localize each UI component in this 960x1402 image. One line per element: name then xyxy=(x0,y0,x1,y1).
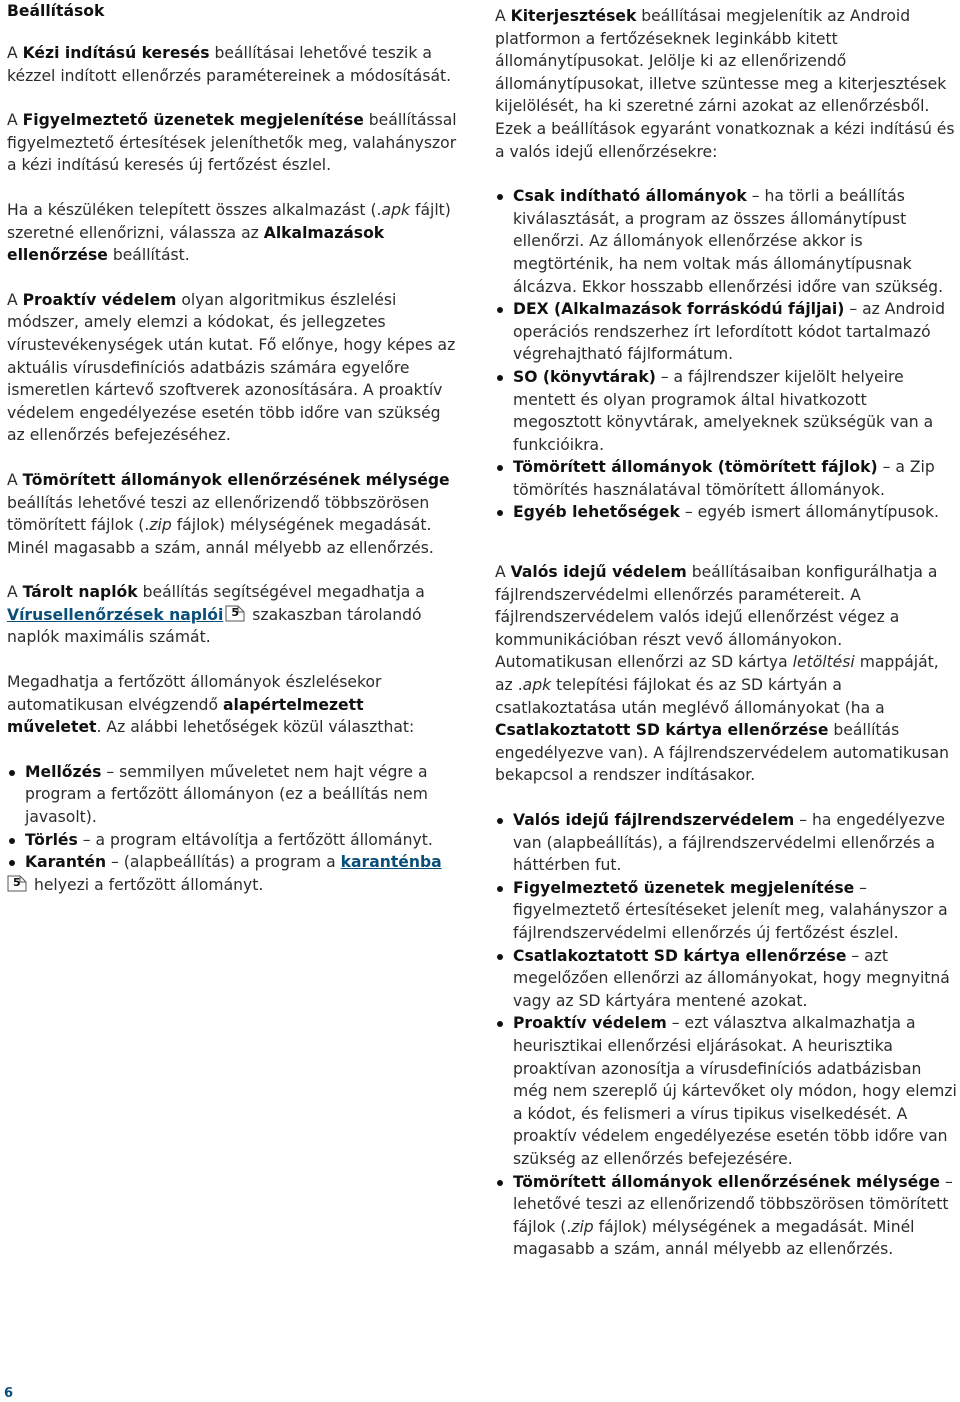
paragraph-warning-messages: A Figyelmeztető üzenetek megjelenítése beállítással figyelmeztető értesítések jeleníthetők meg, valahányszor a kézi indítású keresés új fertőzést észlel. xyxy=(7,111,457,175)
right-column xyxy=(495,0,957,1261)
paragraph-apk-check: Ha a készüléken telepített összes alkalmazást (.apk fájlt) szeretné ellenőrizni, válassza az Alkalmazások ellenőrzése beállítást. xyxy=(7,200,451,265)
paragraph-extensions: A Kiterjesztések beállításai megjelenítik az Android platformon a fertőzéseknek leginkább kitett állománytípusokat. Jelölje ki az ellenőrizendő állománytípusokat, illetve szüntesse meg a kiterjesztések kijelölését, ha ki szeretné zárni azokat az ellenőrzésből. Ezek a beállítások egyaránt vonatkoznak a kézi indítású és a valós idejű ellenőrzésekre: xyxy=(495,7,955,161)
list-item: DEX (Alkalmazások forráskódú fájljai) – az Android operációs rendszerhez írt lefordított kódot tartalmazó végrehajtható fájlformátum. xyxy=(495,298,957,366)
list-item: SO (könyvtárak) – a fájlrendszer kijelölt helyeire mentett és olyan programok által hivatkozott megosztott könyvtárak, amelyeknek szükségük van a funkcióikra. xyxy=(495,366,957,456)
page-reference-icon[interactable]: 5 xyxy=(7,875,27,892)
paragraph-proactive-protection: A Proaktív védelem olyan algoritmikus észlelési módszer, amely elemzi a kódokat, és jellegzetes vírustevékenységek után kutat. Fő előnye, hogy képes az aktuális vírusdefiníciós adatbázis számára egyelőre ismeretlen kártevő szoftverek azonosítására. A proaktív védelem engedélyezése esetén több időre van szükség az ellenőrzés befejezéséhez. xyxy=(7,290,456,445)
scan-logs-link[interactable]: Vírusellenőrzések naplói xyxy=(7,605,224,624)
page-number: 6 xyxy=(4,1386,14,1401)
paragraph-stored-logs: A Tárolt naplók beállítás segítségével megadhatja a Vírusellenőrzések naplói 5 szakaszban tárolandó naplók maximális számát. xyxy=(7,583,425,647)
quarantine-link[interactable]: karanténba xyxy=(340,853,442,872)
list-item: Egyéb lehetőségek – egyéb ismert állománytípusok. xyxy=(495,501,957,524)
list-item: Tömörített állományok (tömörített fájlok) – a Zip tömörítés használatával tömörített állományok. xyxy=(495,456,957,501)
list-item: Csatlakoztatott SD kártya ellenőrzése – azt megelőzően ellenőrzi az állományokat, hogy megnyitná vagy az SD kártyára mentené azokat. xyxy=(495,945,957,1013)
paragraph-archive-depth: A Tömörített állományok ellenőrzésének mélysége beállítás lehetővé teszi az ellenőrizendő többszörösen tömörített fájlok (.zip fájlok) mélységének megadását. Minél magasabb a szám, annál mélyebb az ellenőrzés. xyxy=(7,470,450,557)
list-item: Karantén – (alapbeállítás) a program a karanténba 5 helyezi a fertőzött állományt. xyxy=(7,851,463,896)
list-item: Proaktív védelem – ezt választva alkalmazhatja a heurisztikai ellenőrzési eljárásokat. A heurisztika proaktívan azonosítja a vírusdefiníciós adatbázisban még nem szereplő új kártevőket oly módon, hogy elemzi a kódot, és felismeri a vírus tipikus viselkedését. A proaktív védelem engedélyezése esetén több időre van szükség az ellenőrzés befejezésére. xyxy=(495,1012,957,1170)
realtime-options-list xyxy=(495,809,957,1261)
paragraph-default-action: Megadhatja a fertőzött állományok észlelésekor automatikusan elvégzendő alapértelmezett műveletet. Az alábbi lehetőségek közül választhat: xyxy=(7,673,415,737)
list-item: Valós idejű fájlrendszervédelem – ha engedélyezve van (alapbeállítás), a fájlrendszervédelmi ellenőrzés a háttérben fut. xyxy=(495,809,957,877)
list-item: Csak indítható állományok – ha törli a beállítás kiválasztását, a program az összes állománytípust ellenőrzi. Az állományok ellenőrzése akkor is megtörténik, ha nem voltak más állománytípusnak álcázva. Ekkor hosszabb ellenőrzési időre van szükség. xyxy=(495,185,957,298)
list-item: Figyelmeztető üzenetek megjelenítése – figyelmeztető értesítéseket jelenít meg, valahányszor a fájlrendszervédelmi ellenőrzés új fertőzést észlel. xyxy=(495,877,957,945)
section-heading: Beállítások xyxy=(7,2,105,20)
left-column xyxy=(7,0,463,896)
default-action-list xyxy=(7,761,463,897)
list-item: Tömörített állományok ellenőrzésének mélysége – lehetővé teszi az ellenőrizendő többszörösen tömörített fájlok (.zip fájlok) mélységének a megadását. Minél magasabb a szám, annál mélyebb az ellenőrzés. xyxy=(495,1171,957,1261)
page-reference-icon[interactable]: 5 xyxy=(225,605,245,622)
list-item: Mellőzés – semmilyen műveletet nem hajt végre a program a fertőzött állományon (ez a beállítás nem javasolt). xyxy=(7,761,463,829)
extensions-list xyxy=(495,185,957,524)
list-item: Törlés – a program eltávolítja a fertőzött állományt. xyxy=(7,829,463,852)
paragraph-realtime-protection: A Valós idejű védelem beállításaiban konfigurálhatja a fájlrendszervédelmi ellenőrzés paramétereit. A fájlrendszervédelem valós idejű ellenőrzést végez a kommunikációban részt vevő állományokon. Automatikusan ellenőrzi az SD kártya letöltési mappáját, az .apk telepítési fájlokat és az SD kártyán a csatlakoztatása után meglévő állományokat (ha a Csatlakoztatott SD kártya ellenőrzése beállítás engedélyezve van). A fájlrendszervédelem automatikusan bekapcsol a rendszer indításakor. xyxy=(495,563,950,785)
paragraph-manual-scan: A Kézi indítású keresés beállításai lehetővé teszik a kézzel indított ellenőrzés paramétereinek a módosítását. xyxy=(7,44,452,85)
